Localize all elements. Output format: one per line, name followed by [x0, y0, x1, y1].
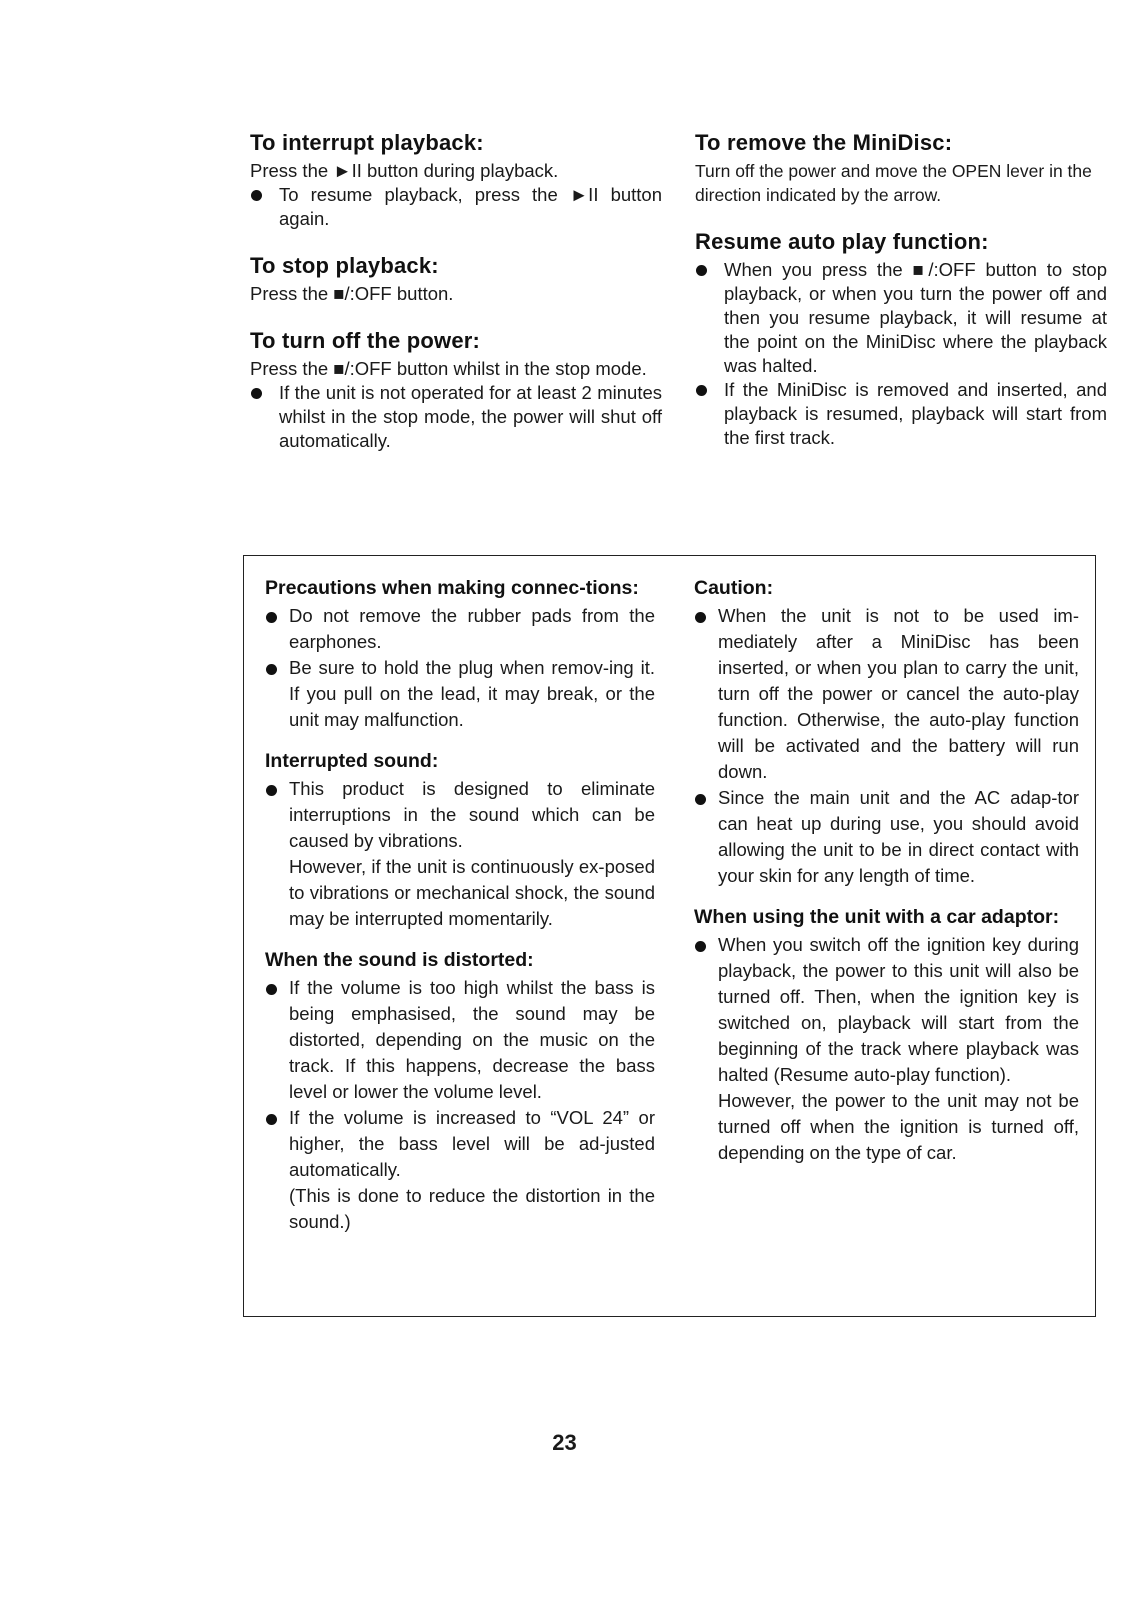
bullet-item	[265, 655, 655, 733]
bullet-list	[265, 776, 655, 932]
bullet-item	[265, 776, 655, 932]
bullet-dot-icon	[696, 265, 707, 276]
bullet-list	[695, 258, 1107, 450]
bullet-item	[265, 975, 655, 1105]
bullet-dot-icon	[251, 388, 262, 399]
box-left-column	[265, 576, 655, 1251]
box-section-caution	[694, 576, 1079, 889]
section-text: Press the ■/:OFF button.	[250, 283, 454, 304]
section-text: Press the ►II button during playback.	[250, 160, 559, 181]
bullet-text: When you press the ■/:OFF button to stop playback, or when you turn the power off and then you resume playback, it will resume at the point on the MiniDisc where the playback was halted.	[724, 259, 1107, 376]
bullet-dot-icon	[266, 785, 277, 796]
bullet-item	[694, 932, 1079, 1166]
section-remove-minidisc	[695, 130, 1107, 207]
bullet-text: When the unit is not to be used im-mediately after a MiniDisc has been inserted, or when you plan to carry the unit, turn off the power or cancel the auto-play function. Otherwise, the auto-play function will be activated and the battery will run down.	[718, 605, 1079, 782]
page-number: 23	[552, 1430, 577, 1455]
bullet-text: If the MiniDisc is removed and inserted, and playback is resumed, playback will start from the first track.	[724, 379, 1107, 448]
bullet-list	[250, 381, 662, 453]
bullet-item	[265, 1105, 655, 1235]
box-section-car-adaptor	[694, 905, 1079, 1166]
bullet-item	[695, 378, 1107, 450]
bullet-dot-icon	[695, 794, 706, 805]
section-text: Turn off the power and move the OPEN lever in the direction indicated by the arrow.	[695, 161, 1092, 205]
bullet-dot-icon	[696, 385, 707, 396]
precautions-box	[243, 555, 1096, 1317]
bullet-text: If the unit is not operated for at least 2 minutes whilst in the stop mode, the power will shut off automatically.	[279, 382, 662, 451]
bullet-dot-icon	[695, 941, 706, 952]
bullet-item	[265, 603, 655, 655]
bullet-item	[695, 258, 1107, 378]
bullet-text: If the volume is increased to “VOL 24” or higher, the bass level will be ad-justed automatically.	[289, 1107, 655, 1180]
bullet-continuation: However, the power to the unit may not be turned off when the ignition is turned off, depending on the type of car.	[718, 1090, 1079, 1163]
bullet-text: If the volume is too high whilst the bass is being emphasised, the sound may be distorted, depending on the music on the track. If this happens, decrease the bass level or lower the volume level.	[289, 977, 655, 1102]
bullet-text: Do not remove the rubber pads from the earphones.	[289, 605, 655, 652]
bullet-text: When you switch off the ignition key during playback, the power to this unit will also be turned off. Then, when the ignition key is switched on, playback will start from the beginning of the track where playback was halted (Resume auto-play function).	[718, 934, 1079, 1085]
bullet-text: To resume playback, press the ►II button again.	[279, 184, 662, 229]
right-top-column	[695, 130, 1107, 472]
left-top-column	[250, 130, 662, 475]
bullet-list	[265, 603, 655, 733]
section-heading: To remove the MiniDisc:	[695, 130, 953, 155]
box-section-sound-distorted	[265, 948, 655, 1235]
bullet-list	[694, 932, 1079, 1166]
bullet-dot-icon	[266, 984, 277, 995]
bullet-dot-icon	[695, 612, 706, 623]
bullet-text: This product is designed to eliminate interruptions in the sound which can be caused by vibrations.	[289, 778, 655, 851]
box-right-column	[694, 576, 1079, 1182]
bullet-item	[250, 183, 662, 231]
section-resume-auto-play	[695, 229, 1107, 450]
box-heading: Caution:	[694, 577, 774, 599]
bullet-text: Since the main unit and the AC adap-tor can heat up during use, you should avoid allowing the unit to be in direct contact with your skin for any length of time.	[718, 787, 1079, 886]
section-heading: To stop playback:	[250, 253, 439, 278]
section-heading: To interrupt playback:	[250, 130, 484, 155]
bullet-continuation: However, if the unit is continuously ex-posed to vibrations or mechanical shock, the sound may be interrupted momentarily.	[289, 856, 655, 929]
bullet-continuation: (This is done to reduce the distortion in the sound.)	[289, 1185, 655, 1232]
section-text: Press the ■/:OFF button whilst in the stop mode.	[250, 358, 647, 379]
box-section-interrupted-sound	[265, 749, 655, 932]
box-heading: When using the unit with a car adaptor:	[694, 906, 1060, 928]
section-turn-off-power	[250, 328, 662, 453]
section-stop-playback	[250, 253, 662, 306]
bullet-list	[265, 975, 655, 1235]
box-heading: When the sound is distorted:	[265, 949, 534, 971]
section-heading: Resume auto play function:	[695, 229, 989, 254]
bullet-item	[694, 785, 1079, 889]
bullet-list	[694, 603, 1079, 889]
bullet-dot-icon	[266, 1114, 277, 1125]
bullet-item	[250, 381, 662, 453]
box-heading: Precautions when making connec-tions:	[265, 577, 639, 599]
bullet-dot-icon	[266, 612, 277, 623]
box-heading: Interrupted sound:	[265, 750, 439, 772]
bullet-item	[694, 603, 1079, 785]
bullet-dot-icon	[251, 190, 262, 201]
bullet-dot-icon	[266, 664, 277, 675]
box-section-precautions	[265, 576, 655, 733]
bullet-list	[250, 183, 662, 231]
bullet-text: Be sure to hold the plug when remov-ing it. If you pull on the lead, it may break, or the unit may malfunction.	[289, 657, 655, 730]
section-heading: To turn off the power:	[250, 328, 481, 353]
section-interrupt-playback	[250, 130, 662, 231]
